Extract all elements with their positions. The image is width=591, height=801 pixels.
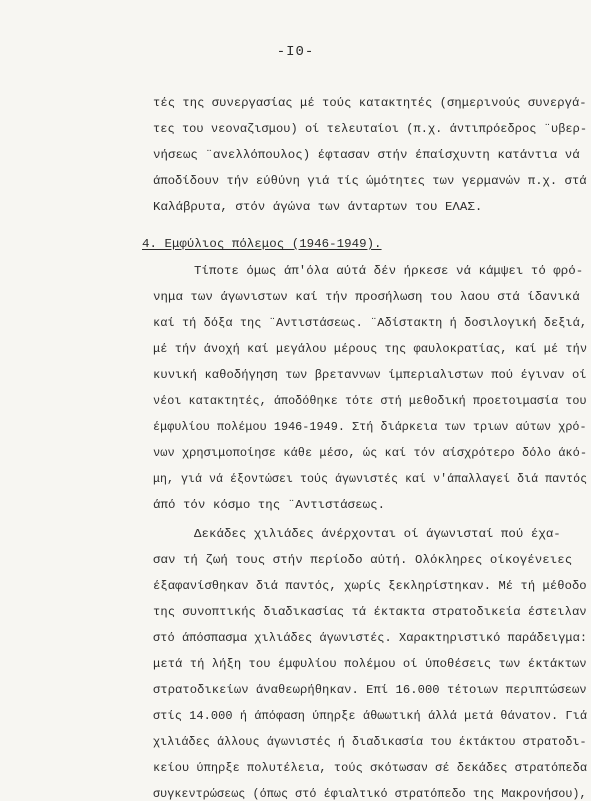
text-line: κείου ύπηρξε πολυτέλεια, τούς σκότωσαν σέ δεκάδες στρατόπεδα xyxy=(153,761,588,775)
text-line: κυνική καθοδήγηση των βρεταννων ίμπεριαλιστων πού έγιναν οί xyxy=(153,368,587,382)
section-heading: 4. Εμφύλιος πόλεμος (1946-1949). xyxy=(142,237,382,251)
text-line: έμφυλίου πολέμου 1946-1949. Στή διάρκεια των τριων αύτων χρό- xyxy=(153,420,587,434)
text-line: συγκεντρώσεως (όπως στό έφιαλτικό στρατόπεδο της Μακρονήσου), xyxy=(153,787,587,801)
text-line: νέοι κατακτητές, άποδόθηκε τότε στή μεθοδική προετοιμασία του xyxy=(153,394,587,408)
text-line: μη, γιά νά έξοντώσει τούς άγωνιστές καί ν'άπαλλαγεί διά παντός xyxy=(153,472,588,486)
text-line: νημα των άγωνιστων καί τήν προσήλωση του λαου στά ίδανικά xyxy=(153,290,580,304)
text-line: σαν τή ζωή τους στήν περίοδο αύτή. Ολόκληρες οίκογένειες xyxy=(153,553,573,567)
text-line: έξαφανίσθηκαν διά παντός, χωρίς ξεκληρίστηκαν. Μέ τή μέθοδο xyxy=(153,579,587,593)
text-line: της συνοπτικής διαδικασίας τά έκτακτα στρατοδικεία έστειλαν xyxy=(153,605,587,619)
text-line: καί τή δόξα της ¨Αντιστάσεως. ¨Αδίστακτη ή δοσιλογική δεξιά, xyxy=(153,316,588,330)
text-line: μετά τή λήξη του έμφυλίου πολέμου οί ύποθέσεις των έκτάκτων xyxy=(153,657,587,671)
text-line: Δεκάδες χιλιάδες άνέρχονται οί άγωνισταί πού έχα- xyxy=(194,527,561,541)
text-line: τες του νεοναζισμου) οί τελευταίοι (π.χ. άντιπρόεδρος ¨υβερ- xyxy=(153,122,588,136)
text-line: στό άπόσπασμα χιλιάδες άγωνιστές. Χαρακτηριστικό παράδειγμα: xyxy=(153,631,588,645)
text-line: νήσεως ¨ανελλόπουλος) έφτασαν στήν έπαίσχυντη κατάντια νά xyxy=(153,148,580,162)
text-line: μέ τήν άνοχή καί μεγάλου μέρους της φαυλοκρατίας, καί μέ τήν xyxy=(153,342,588,356)
text-line: άποδίδουν τήν εύθύνη γιά τίς ώμότητες των γερμανών π.χ. στά xyxy=(153,174,587,188)
text-line: στίς 14.000 ή άπόφαση ύπηρξε άθωωτική άλλά μετά θάνατον. Γιά xyxy=(153,709,588,723)
text-line: τές της συνεργασίας μέ τούς κατακτητές (σημερινούς συνεργά- xyxy=(153,96,587,110)
text-line: χιλιάδες άλλους άγωνιστές ή διαδικασία του έκτάκτου στρατοδι- xyxy=(153,735,587,749)
text-line: Καλάβρυτα, στόν άγώνα των άνταρτων του ΕΛΑΣ. xyxy=(153,200,483,214)
text-line: Τίποτε όμως άπ'όλα αύτά δέν ήρκεσε νά κάμψει τό φρό- xyxy=(194,264,584,278)
text-line: νων χρησιμοποίησε κάθε μέσο, ώς καί τόν αίσχρότερο δόλο άκό- xyxy=(153,446,588,460)
text-line: στρατοδικείων άναθεωρήθηκαν. Επί 16.000 τέτοιων περιπτώσεων xyxy=(153,683,587,697)
page-number: -I0- xyxy=(276,44,315,60)
text-line: άπό τόν κόσμο της ¨Αντιστάσεως. xyxy=(153,498,386,512)
